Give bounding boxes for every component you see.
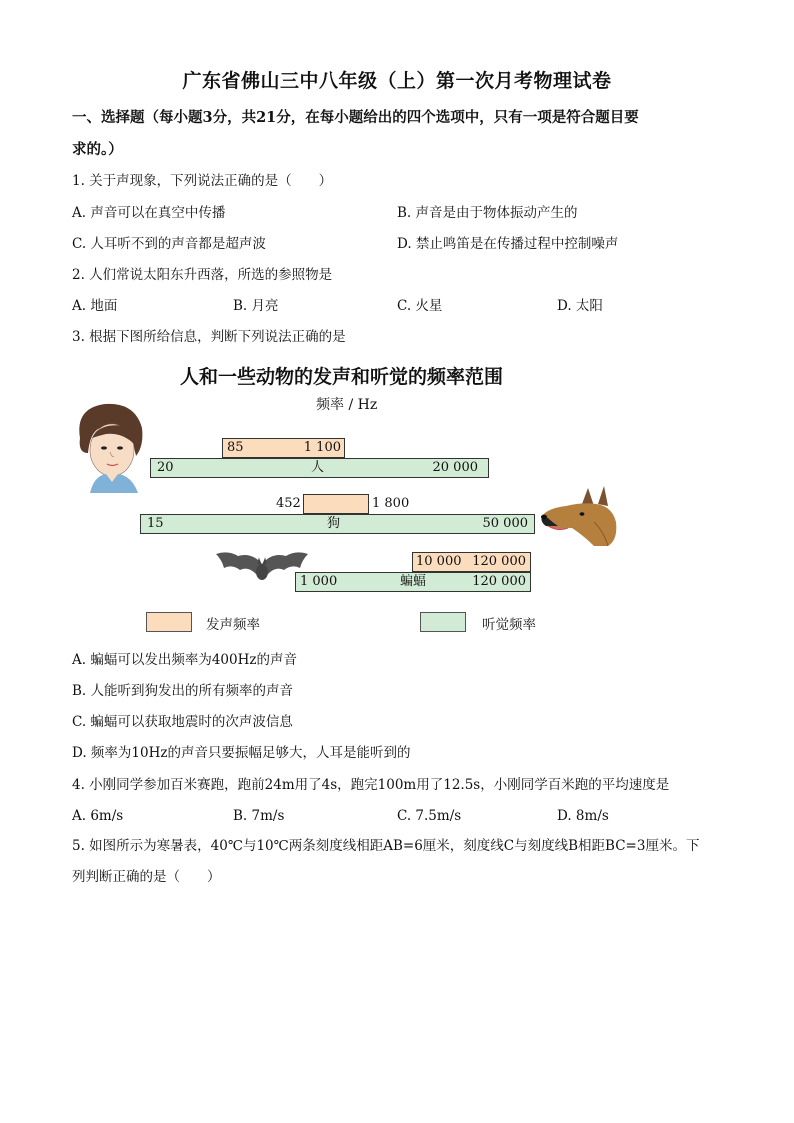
question-2-option-d[interactable]: D. 太阳 xyxy=(557,298,603,314)
page-title: 广东省佛山三中八年级（上）第一次月考物理试卷 xyxy=(182,70,612,92)
dog-emit-low: 452 xyxy=(276,496,301,511)
section-heading-line2: 求的。） xyxy=(72,141,123,158)
human-emit-high: 1 100 xyxy=(303,440,341,455)
question-5-stem-line1: 5. 如图所示为寒暑表，40℃与10℃两条刻度线相距AB=6厘米，刻度线C与刻度线B相距BC=3厘米。下 xyxy=(72,838,700,854)
legend-emit-swatch xyxy=(146,612,192,632)
human-face-icon xyxy=(70,398,150,493)
question-2-option-c[interactable]: C. 火星 xyxy=(397,298,443,314)
legend-hear-swatch xyxy=(420,612,466,632)
bat-name: 蝙蝠 xyxy=(400,574,427,589)
question-4-stem: 4. 小刚同学参加百米赛跑，跑前24m用了4s，跑完100m用了12.5s，小刚同学百米跑的平均速度是 xyxy=(72,777,670,793)
question-1-option-d[interactable]: D. 禁止鸣笛是在传播过程中控制噪声 xyxy=(397,236,619,252)
bat-hear-high: 120 000 xyxy=(472,574,526,589)
human-hear-high: 20 000 xyxy=(432,460,478,475)
bat-hear-low: 1 000 xyxy=(300,574,338,589)
question-2-option-b[interactable]: B. 月亮 xyxy=(233,298,279,314)
human-hear-low: 20 xyxy=(157,460,174,475)
frequency-range-figure xyxy=(70,358,625,648)
legend-hear-label: 听觉频率 xyxy=(482,617,536,633)
dog-icon xyxy=(538,482,622,548)
dog-name: 狗 xyxy=(327,516,341,531)
question-4-option-c[interactable]: C. 7.5m/s xyxy=(397,808,462,824)
human-emit-low: 85 xyxy=(227,440,244,455)
human-hear-bar xyxy=(150,458,489,478)
question-1-option-a[interactable]: A. 声音可以在真空中传播 xyxy=(72,205,226,221)
figure-title: 人和一些动物的发声和听觉的频率范围 xyxy=(180,366,504,388)
question-2-stem: 2. 人们常说太阳东升西落，所选的参照物是 xyxy=(72,267,333,283)
question-5-stem-line2: 列判断正确的是（ ） xyxy=(72,869,221,885)
question-1-stem: 1. 关于声现象，下列说法正确的是（ ） xyxy=(72,173,333,189)
question-4-option-d[interactable]: D. 8m/s xyxy=(557,808,609,824)
question-2-option-a[interactable]: A. 地面 xyxy=(72,298,118,314)
human-emit-bar xyxy=(222,438,345,458)
figure-unit-label: 频率 / Hz xyxy=(316,397,378,413)
dog-hear-bar xyxy=(140,514,535,534)
bat-emit-low: 10 000 xyxy=(416,554,462,569)
question-3-option-b[interactable]: B. 人能听到狗发出的所有频率的声音 xyxy=(72,683,294,699)
question-4-option-b[interactable]: B. 7m/s xyxy=(233,808,285,824)
dog-emit-high: 1 800 xyxy=(372,496,410,511)
dog-emit-bar xyxy=(303,494,369,514)
section-heading xyxy=(72,102,732,166)
dog-hear-high: 50 000 xyxy=(482,516,528,531)
section-heading-line1: 一、选择题（每小题3分，共21分，在每小题给出的四个选项中，只有一项是符合题目要 xyxy=(72,109,639,126)
question-1-option-b[interactable]: B. 声音是由于物体振动产生的 xyxy=(397,205,578,221)
human-name: 人 xyxy=(311,460,325,475)
bat-hear-bar xyxy=(295,572,531,592)
question-3-option-c[interactable]: C. 蝙蝠可以获取地震时的次声波信息 xyxy=(72,714,293,730)
question-3-stem: 3. 根据下图所给信息，判断下列说法正确的是 xyxy=(72,329,346,345)
question-3-option-d[interactable]: D. 频率为10Hz的声音只要振幅足够大，人耳是能听到的 xyxy=(72,745,411,761)
question-3-option-a[interactable]: A. 蝙蝠可以发出频率为400Hz的声音 xyxy=(72,652,297,668)
question-1-option-c[interactable]: C. 人耳听不到的声音都是超声波 xyxy=(72,236,266,252)
bat-emit-high: 120 000 xyxy=(472,554,526,569)
legend-emit-label: 发声频率 xyxy=(206,617,260,633)
dog-hear-low: 15 xyxy=(147,516,164,531)
bat-emit-bar xyxy=(412,552,531,572)
question-4-option-a[interactable]: A. 6m/s xyxy=(72,808,124,824)
